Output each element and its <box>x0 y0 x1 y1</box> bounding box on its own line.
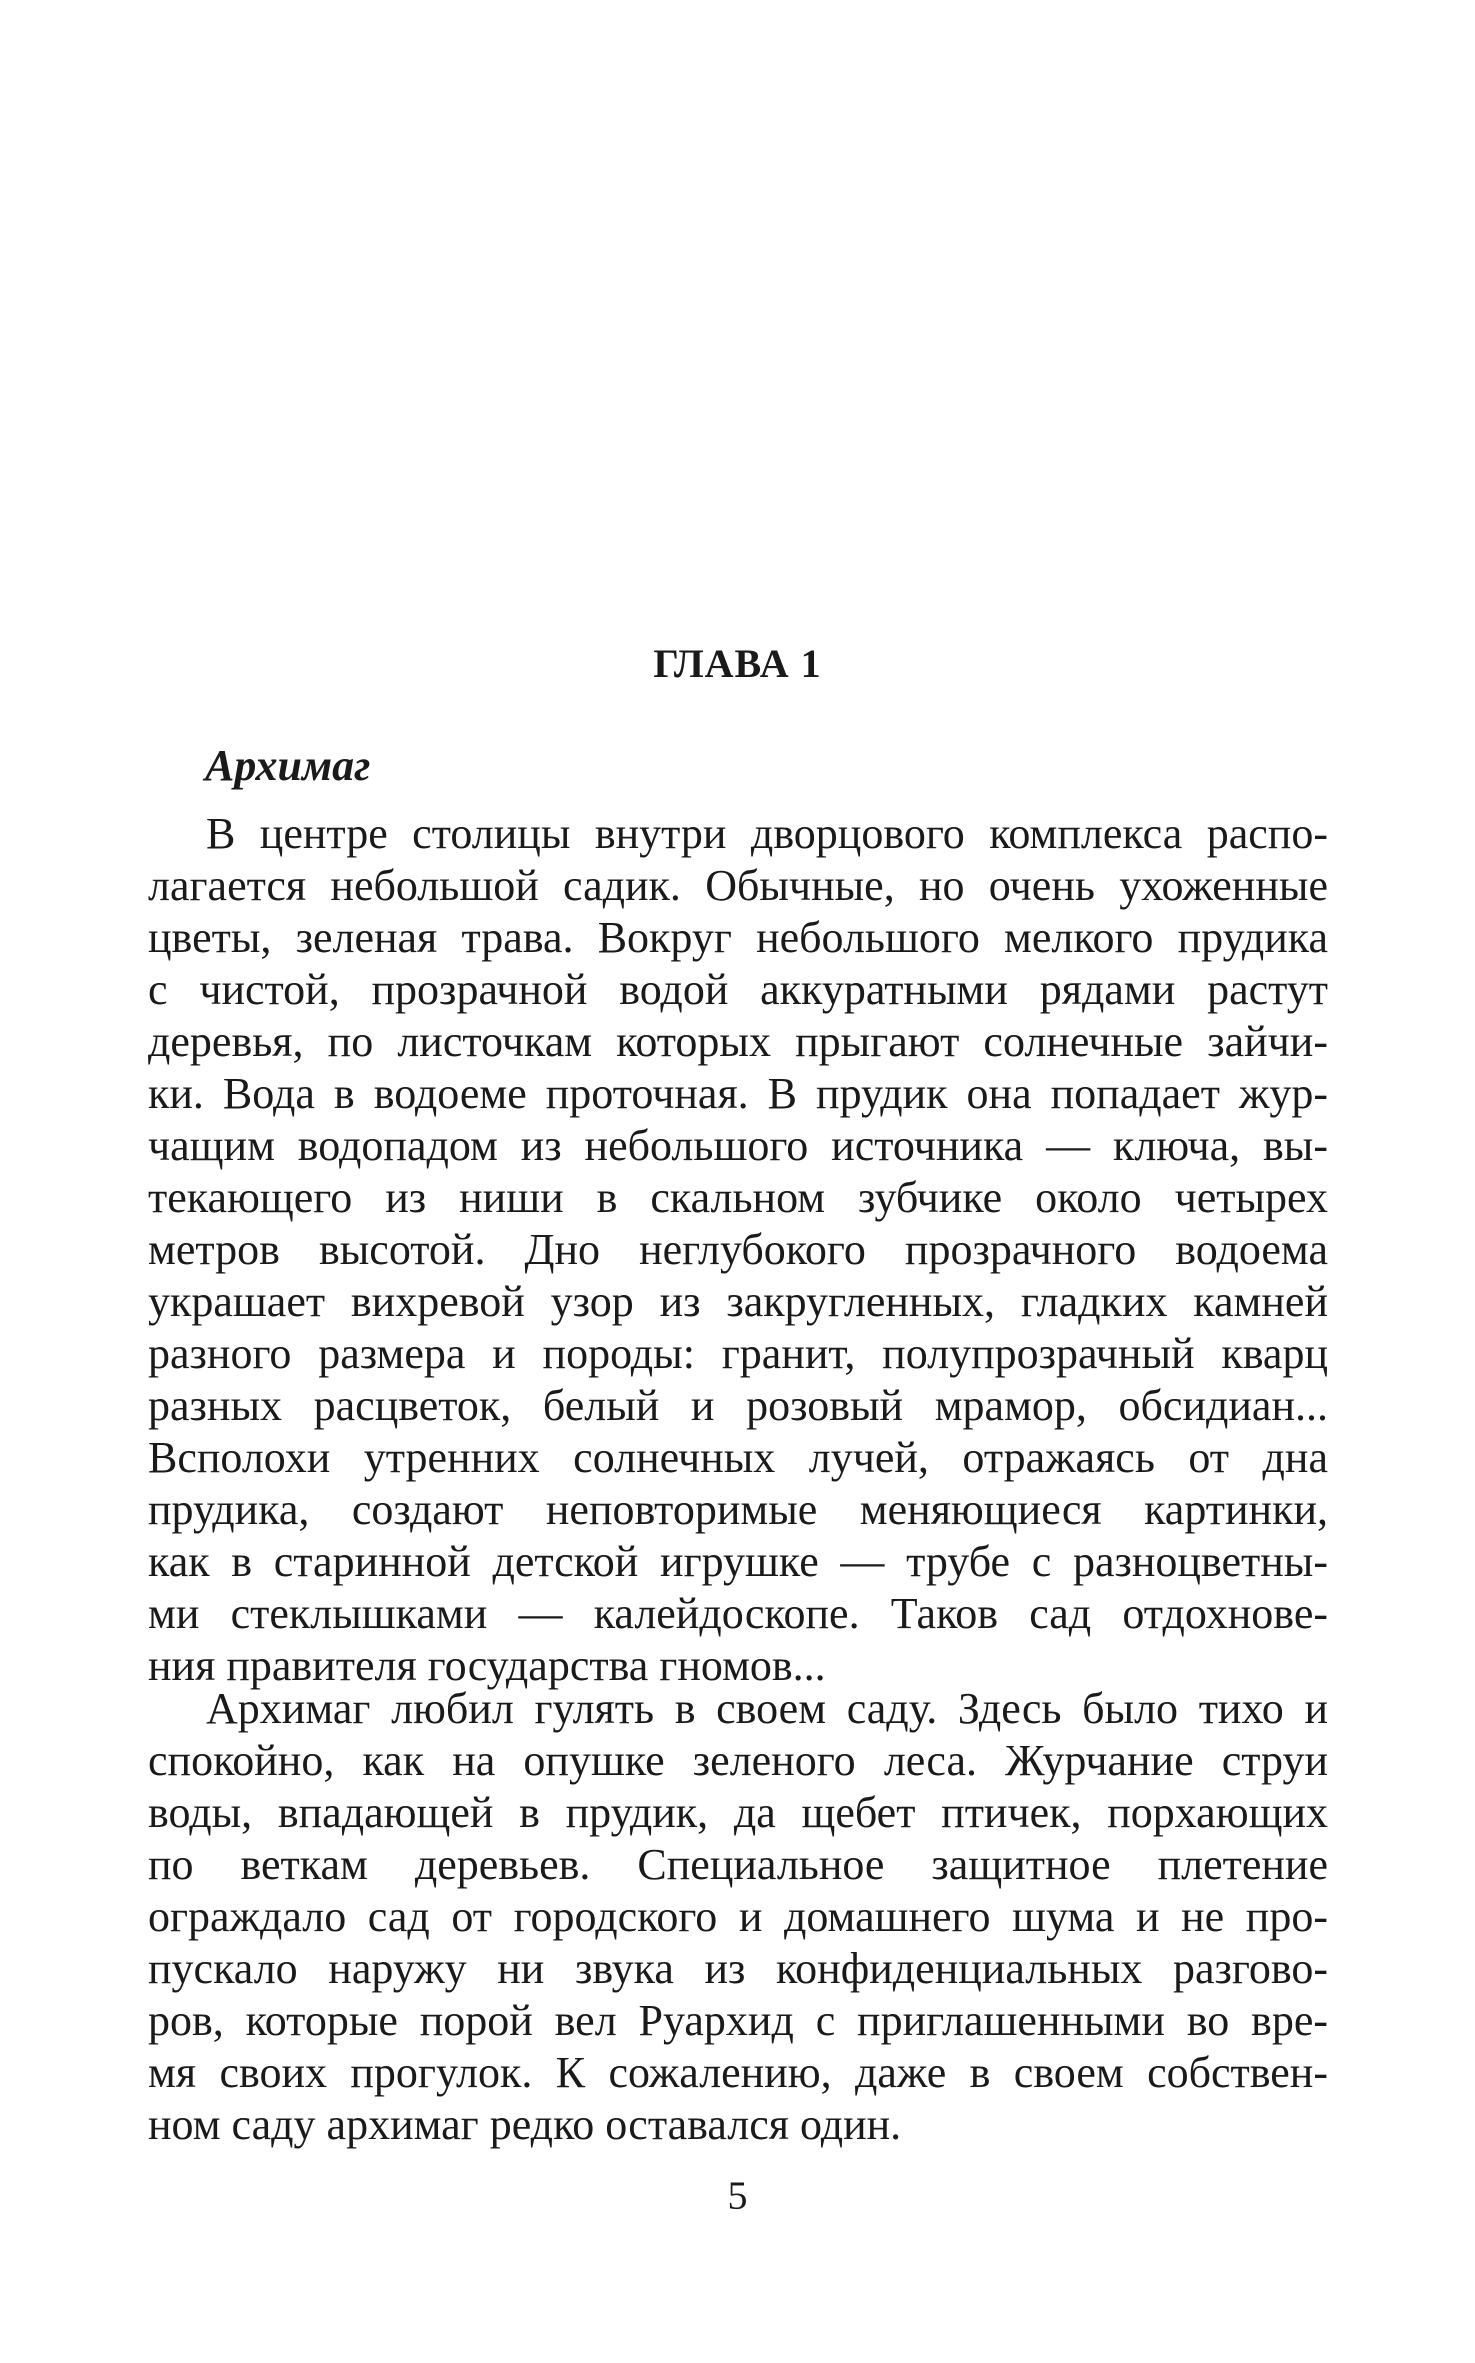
paragraph-line: метров высотой. Дно неглубокого прозрачного водоема <box>148 1225 1328 1274</box>
paragraph-line: разных расцветок, белый и розовый мрамор, обсидиан... <box>148 1381 1328 1430</box>
paragraph-line: Архимаг любил гулять в своем саду. Здесь было тихо и <box>206 1684 1328 1733</box>
chapter-title: ГЛАВА 1 <box>653 641 822 686</box>
paragraph-2 <box>148 1683 1328 2151</box>
paragraph-line: пускало наружу ни звука из конфиденциальных разгово- <box>148 1944 1328 1993</box>
paragraph-line: чащим водопадом из небольшого источника — ключа, вы- <box>148 1121 1328 1170</box>
paragraph-line: мя своих прогулок. К сожалению, даже в своем собствен- <box>148 2048 1328 2097</box>
paragraph-line: прудика, создают неповторимые меняющиеся картинки, <box>148 1485 1328 1534</box>
paragraph-1 <box>148 808 1328 1692</box>
paragraph-line: ки. Вода в водоеме проточная. В прудик она попадает жур- <box>148 1069 1328 1118</box>
paragraph-line: ном саду архимаг редко оставался один. <box>148 2100 902 2149</box>
paragraph-line: ния правителя государства гномов... <box>148 1641 826 1690</box>
paragraph-line: спокойно, как на опушке зеленого леса. Журчание струи <box>148 1736 1328 1785</box>
paragraph-line: воды, впадающей в прудик, да щебет птичек, порхающих <box>148 1788 1328 1837</box>
paragraph-line: украшает вихревой узор из закругленных, гладких камней <box>148 1277 1328 1326</box>
paragraph-line: В центре столицы внутри дворцового комплекса распо- <box>206 809 1328 858</box>
paragraph-line: как в старинной детской игрушке — трубе с разноцветны- <box>148 1537 1328 1586</box>
paragraph-line: по веткам деревьев. Специальное защитное плетение <box>148 1840 1328 1889</box>
paragraph-line: ров, которые порой вел Руархид с приглашенными во вре- <box>148 1996 1328 2045</box>
paragraph-line: деревья, по листочкам которых прыгают солнечные зайчи- <box>148 1017 1328 1066</box>
paragraph-line: цветы, зеленая трава. Вокруг небольшого мелкого прудика <box>148 913 1328 962</box>
paragraph-line: разного размера и породы: гранит, полупрозрачный кварц <box>148 1329 1328 1378</box>
paragraph-line: лагается небольшой садик. Обычные, но очень ухоженные <box>148 861 1328 910</box>
paragraph-line: Всполохи утренних солнечных лучей, отражаясь от дна <box>148 1433 1328 1482</box>
paragraph-line: ограждало сад от городского и домашнего шума и не про- <box>148 1892 1328 1941</box>
paragraph-line: текающего из ниши в скальном зубчике около четырех <box>148 1173 1328 1222</box>
page-number: 5 <box>727 2173 748 2218</box>
section-title: Архимаг <box>205 741 371 790</box>
paragraph-line: с чистой, прозрачной водой аккуратными рядами растут <box>148 965 1328 1014</box>
paragraph-line: ми стеклышками — калейдоскопе. Таков сад отдохнове- <box>148 1589 1328 1638</box>
